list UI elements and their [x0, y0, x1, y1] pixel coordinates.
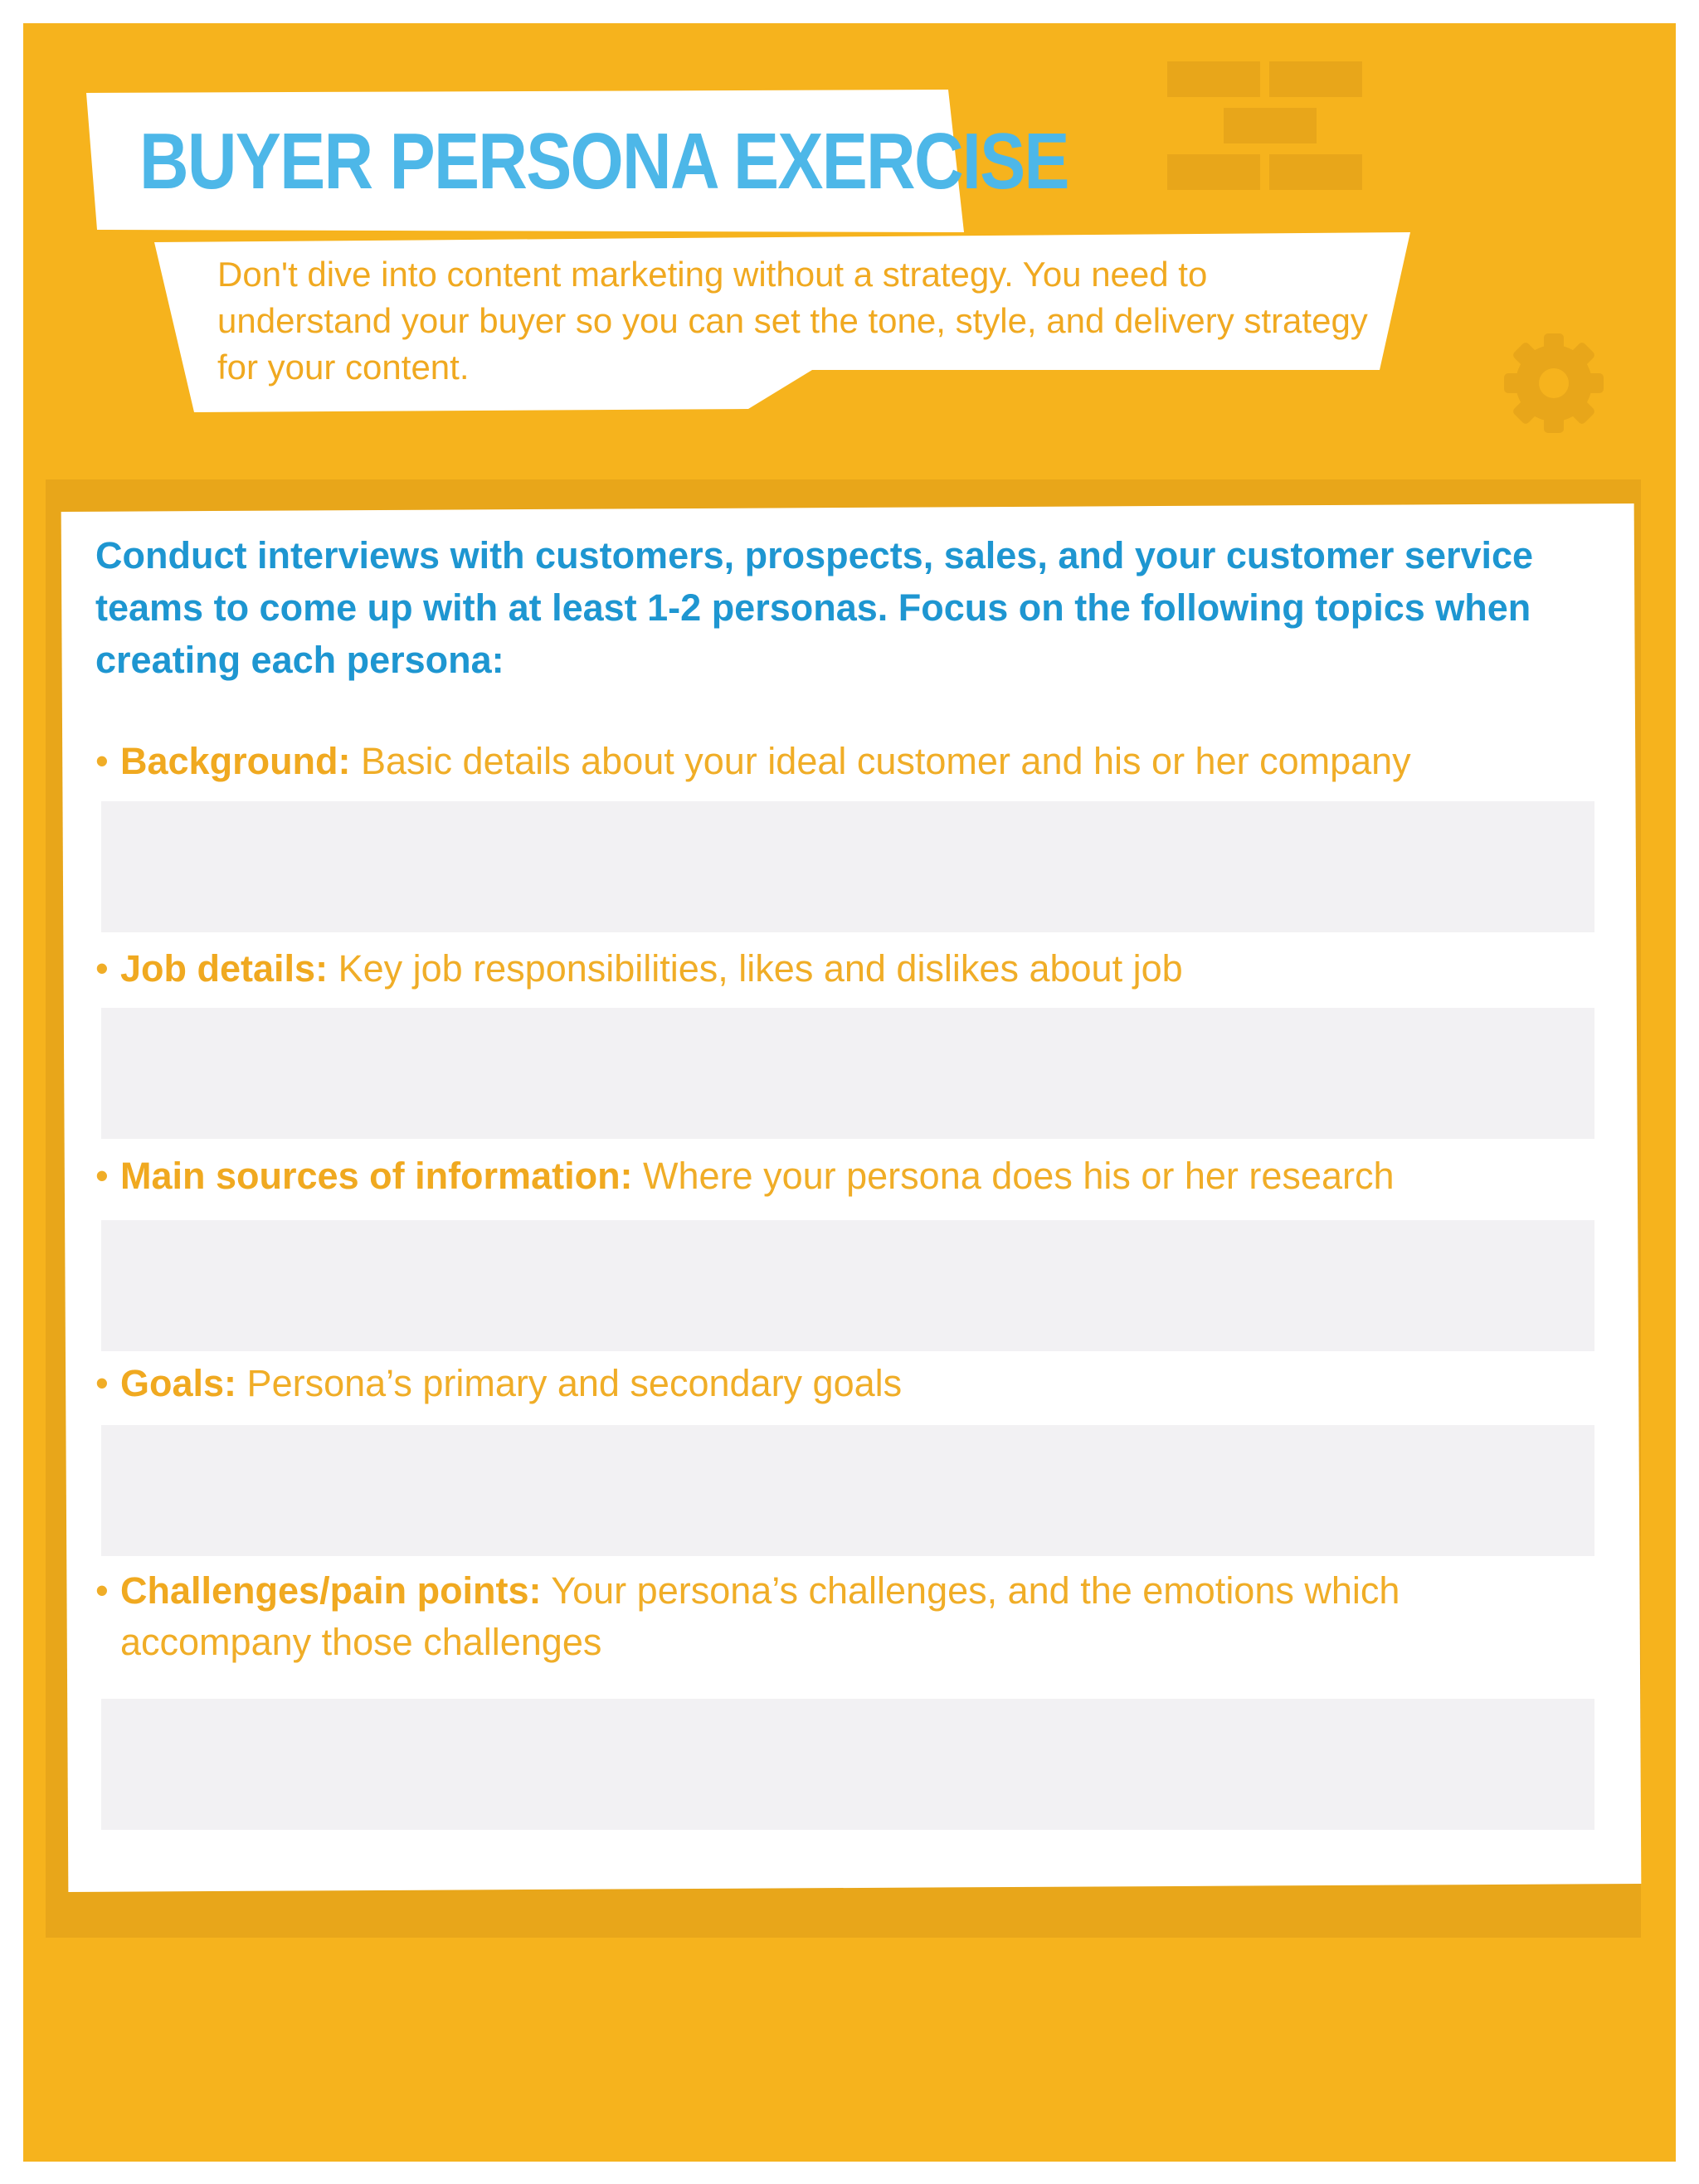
topic-description: Basic details about your ideal customer and his or her company [350, 740, 1411, 782]
topic-description: Where your persona does his or her research [632, 1155, 1395, 1197]
bullet: • [95, 947, 109, 990]
bullet: • [95, 1362, 109, 1404]
gear-icon [1504, 333, 1604, 433]
bullet: • [95, 1569, 109, 1612]
challenges-answer-field[interactable] [101, 1699, 1594, 1830]
page-title: BUYER PERSONA EXERCISE [139, 117, 1069, 206]
bullet: • [95, 1155, 109, 1197]
topic-description: Key job responsibilities, likes and dislikes about job [328, 947, 1183, 990]
topic-label: Job details: [120, 947, 329, 990]
topic-label: Background: [120, 740, 351, 782]
topic-background [95, 736, 1614, 787]
job-details-answer-field[interactable] [101, 1008, 1594, 1139]
topic-label: Goals: [120, 1362, 237, 1404]
topic-challenges [95, 1565, 1614, 1668]
information-sources-answer-field[interactable] [101, 1220, 1594, 1351]
topic-goals [95, 1358, 1614, 1409]
topic-label: Challenges/pain points: [120, 1569, 542, 1612]
topic-information-sources [95, 1150, 1614, 1202]
intro-text: Don't dive into content marketing without a strategy. You need to understand your buyer so you can set the tone, style, and delivery strategy for your content. [217, 255, 1368, 387]
instructions-text: Conduct interviews with customers, prospects, sales, and your customer service teams to come up with at least 1-2 personas. Focus on the following topics when creating each persona: [95, 534, 1534, 681]
topic-description-continued: accompany those challenges [120, 1621, 602, 1663]
bullet: • [95, 740, 109, 782]
background-answer-field[interactable] [101, 801, 1594, 932]
topic-description: Persona’s primary and secondary goals [236, 1362, 903, 1404]
goals-answer-field[interactable] [101, 1425, 1594, 1556]
topic-job-details [95, 943, 1614, 995]
brick-wall-icon [1167, 61, 1362, 190]
topic-description: Your persona’s challenges, and the emotions which [541, 1569, 1400, 1612]
topic-label: Main sources of information: [120, 1155, 633, 1197]
